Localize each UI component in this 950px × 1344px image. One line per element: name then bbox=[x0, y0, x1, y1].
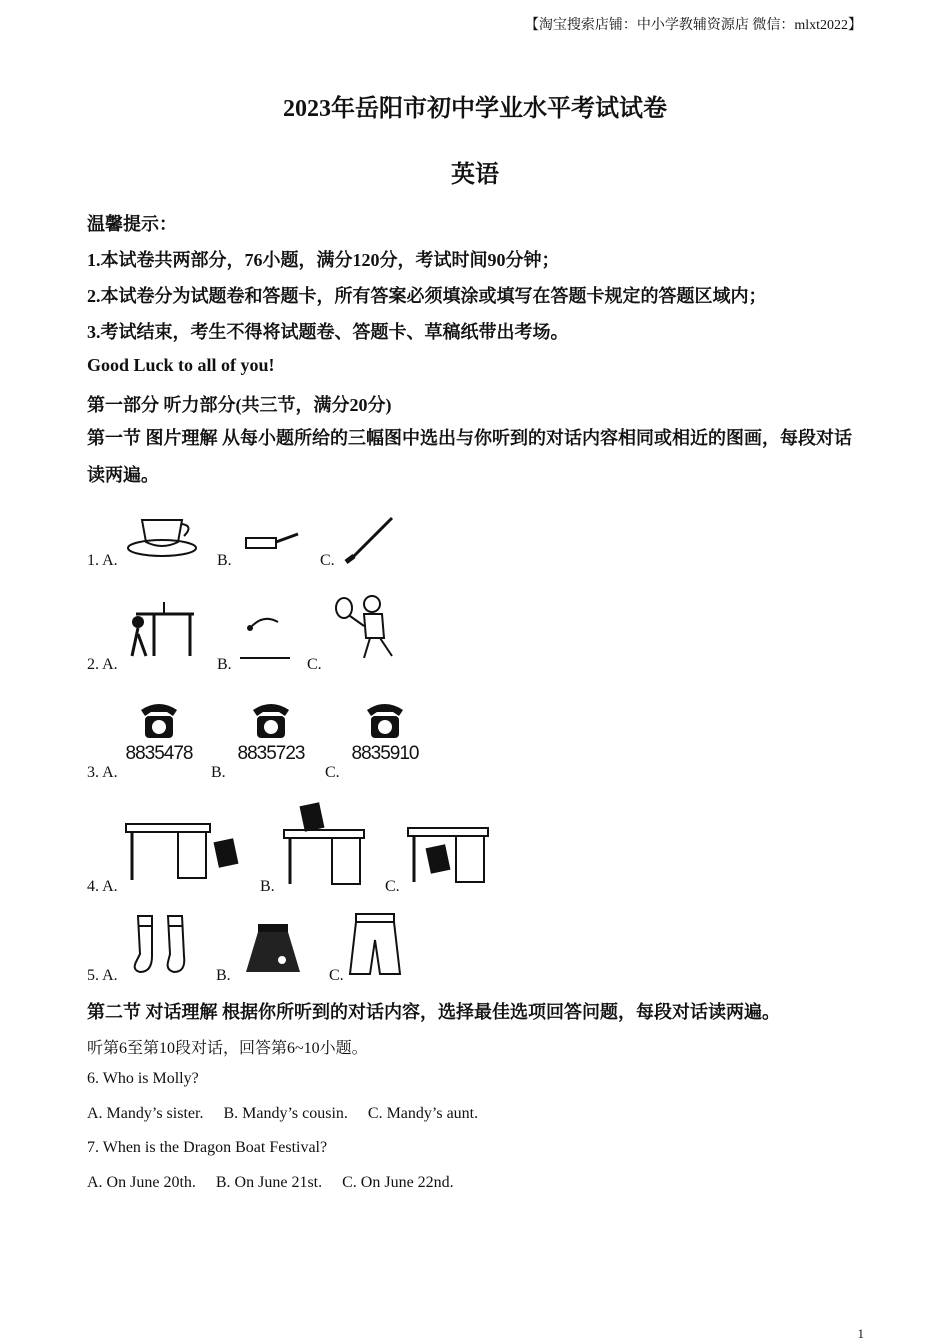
q2-label-a: 2. A. bbox=[87, 656, 118, 673]
table-tennis-icon bbox=[124, 594, 198, 660]
shorts-icon bbox=[346, 910, 404, 980]
book-under-desk-icon bbox=[406, 824, 492, 886]
section2-instruction: 听第6至第10段对话，回答第6~10小题。 bbox=[87, 1040, 368, 1057]
header-note: 【淘宝搜索店铺：中小学教辅资源店 微信：mlxt2022】 bbox=[524, 18, 862, 33]
question-7: 7. When is the Dragon Boat Festival? bbox=[87, 1139, 328, 1156]
phone-number: 8835723 bbox=[237, 743, 305, 764]
q5-label-a: 5. A. bbox=[87, 967, 118, 984]
phone-option-a bbox=[122, 698, 196, 765]
phone-number: 8835910 bbox=[351, 743, 419, 764]
q4-label-c: C. bbox=[385, 878, 400, 895]
q3-label-c: C. bbox=[325, 764, 340, 781]
q5-label-b: B. bbox=[216, 967, 231, 984]
question-7-options: A. On June 20th. B. On June 21st. C. On June 22nd. bbox=[87, 1174, 454, 1191]
tip-item-3: 3.考试结束，考生不得将试题卷、答题卡、草稿纸带出考场。 bbox=[87, 322, 569, 342]
coffee-cup-icon bbox=[122, 498, 202, 560]
q2-label-c: C. bbox=[307, 656, 322, 673]
phone-option-b bbox=[234, 698, 308, 765]
frying-pan-icon bbox=[236, 500, 302, 560]
q5-label-c: C. bbox=[329, 967, 344, 984]
q3-label-b: B. bbox=[211, 764, 226, 781]
phone-option-c bbox=[348, 698, 422, 765]
q2-label-b: B. bbox=[217, 656, 232, 673]
book-on-desk-icon bbox=[282, 800, 368, 888]
knife-icon bbox=[338, 508, 400, 564]
question-6: 6. Who is Molly? bbox=[87, 1070, 199, 1087]
q1-label-c: C. bbox=[320, 552, 335, 569]
part1-heading: 第一部分 听力部分(共三节，满分20分) bbox=[87, 395, 392, 415]
tips-heading: 温馨提示： bbox=[87, 214, 177, 234]
tennis-player-icon bbox=[328, 590, 400, 662]
socks-icon bbox=[130, 912, 196, 978]
telephone-icon bbox=[249, 698, 293, 740]
exam-title: 2023年岳阳市初中学业水平考试试卷 bbox=[283, 96, 667, 122]
phone-number: 8835478 bbox=[125, 743, 193, 764]
section2-heading: 第二节 对话理解 根据你所听到的对话内容，选择最佳选项回答问题，每段对话读两遍。 bbox=[87, 1002, 780, 1022]
question-6-options: A. Mandy’s sister. B. Mandy’s cousin. C. Mandy’s aunt. bbox=[87, 1105, 479, 1122]
q4-label-b: B. bbox=[260, 878, 275, 895]
q3-label-a: 3. A. bbox=[87, 764, 118, 781]
q1-label-a: 1. A. bbox=[87, 552, 118, 569]
tip-item-2: 2.本试卷分为试题卷和答题卡，所有答案必须填涂或填写在答题卡规定的答题区域内； bbox=[87, 286, 767, 306]
q1-label-b: B. bbox=[217, 552, 232, 569]
skirt-icon bbox=[242, 920, 304, 978]
page-number: 1 bbox=[857, 1326, 864, 1341]
telephone-icon bbox=[363, 698, 407, 740]
subject-title: 英语 bbox=[451, 162, 499, 188]
tip-item-1: 1.本试卷共两部分，76小题，满分120分，考试时间90分钟； bbox=[87, 250, 560, 270]
book-beside-desk-icon bbox=[124, 818, 242, 884]
q4-label-a: 4. A. bbox=[87, 878, 118, 895]
good-luck: Good Luck to all of you! bbox=[87, 355, 275, 375]
telephone-icon bbox=[137, 698, 181, 740]
section1-heading: 第一节 图片理解 从每小题所给的三幅图中选出与你听到的对话内容相同或相近的图画，每段对话读两遍。 bbox=[87, 428, 852, 485]
badminton-icon bbox=[236, 606, 294, 662]
